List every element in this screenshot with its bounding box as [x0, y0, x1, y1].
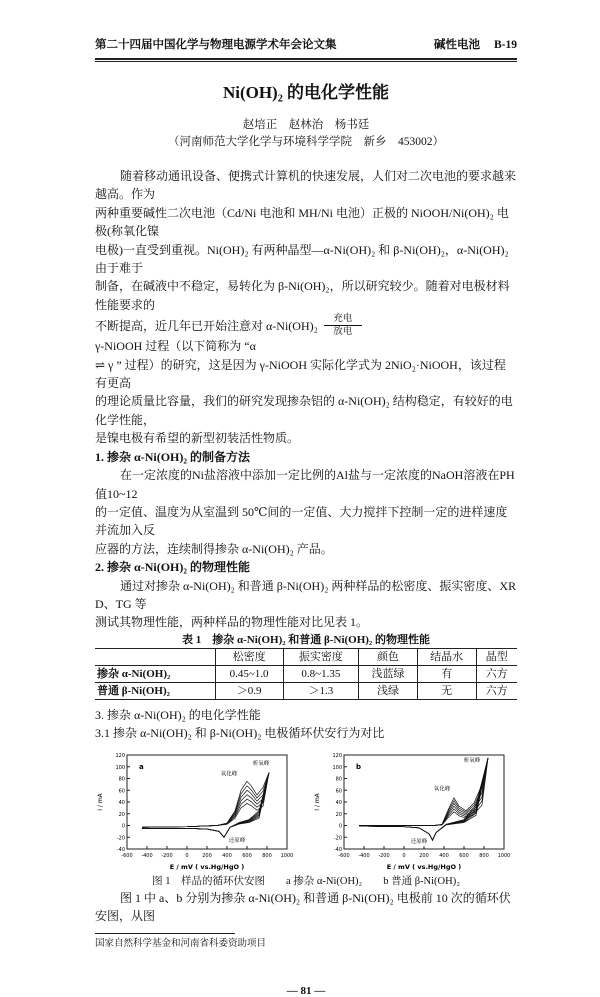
subsection-heading: 3.1 掺杂 α-Ni(OH)₂ 和 β-Ni(OH)₂ 电极循环伏安行为对比 — [95, 726, 385, 741]
y-axis-label: I / mA — [314, 792, 321, 811]
cv-curve-cathodic — [359, 758, 488, 840]
cell: ＞1.3 — [283, 682, 359, 699]
intro-line-with-arrow — [95, 314, 517, 355]
paper-title: Ni(OH)₂ 的电化学性能 — [222, 83, 390, 102]
cv-curve-cathodic — [359, 758, 488, 840]
x-tick-label: 1000 — [497, 852, 511, 859]
y-tick-label: -40 — [116, 846, 125, 853]
y-tick-label: -20 — [116, 834, 125, 841]
intro-line: ⇌ γ ” 过程）的研究，这是因为 γ-NiOOH 实际化学式为 2NiO₂·NiOOH，该过程有更高 — [95, 357, 506, 391]
row-label: 普通 β-Ni(OH)₂ — [97, 684, 170, 697]
cell: 0.45~1.0 — [215, 665, 283, 682]
y-axis-label: I / mA — [97, 792, 104, 811]
x-tick-label: 600 — [242, 852, 252, 859]
cv-plot-a — [95, 749, 300, 874]
y-tick-label: 120 — [115, 752, 125, 759]
y-tick-label: 20 — [118, 811, 125, 818]
footnote-rule — [95, 933, 235, 934]
x-tick-label: -600 — [338, 852, 350, 859]
cv-curve-cathodic — [359, 758, 488, 840]
cell: ＞0.9 — [215, 682, 283, 699]
x-tick-label: -200 — [161, 852, 173, 859]
table-caption: 表 1 掺杂 α-Ni(OH)₂ 和普通 β-Ni(OH)₂ 的物理性能 — [182, 633, 430, 646]
panel-label: a — [139, 762, 144, 771]
plot-frame — [344, 755, 504, 849]
peak-annotation: 析氧峰 — [252, 760, 270, 767]
y-tick-label: 40 — [335, 799, 342, 806]
y-tick-label: 100 — [115, 764, 125, 771]
cv-curve-cathodic — [359, 758, 488, 840]
x-tick-label: 800 — [262, 852, 272, 859]
body-line: 测试其物理性能，两种样品的物理性能对比见表 1。 — [95, 615, 369, 630]
x-tick-label: 400 — [222, 852, 232, 859]
peak-annotation: 还原峰 — [410, 838, 428, 845]
cell: 浅蓝绿 — [359, 665, 418, 682]
intro-line: γ-NiOOH 过程（以下简称为 “α — [95, 339, 256, 354]
body-line: 应器的方法，连续制得掺杂 α-Ni(OH)₂ 产品。 — [95, 541, 333, 556]
cv-curve-cathodic — [359, 758, 488, 840]
y-tick-label: -20 — [333, 834, 342, 841]
x-tick-label: 1000 — [280, 852, 294, 859]
footnote: 国家自然科学基金和河南省科委资助项目 — [95, 939, 267, 950]
peak-annotation: 析氧峰 — [463, 757, 481, 764]
x-tick-label: 400 — [439, 852, 449, 859]
x-tick-label: 200 — [202, 852, 212, 859]
panel-label: b — [356, 762, 362, 771]
intro-line: 随着移动通讯设备、便携式计算机的快速发展，人们对二次电池的要求越来越高。作为 — [95, 169, 517, 202]
charge-label: 充电 — [333, 314, 353, 325]
cv-curve-cathodic — [359, 758, 488, 840]
cell: 无 — [417, 682, 476, 699]
table-row — [95, 665, 517, 682]
intro-line: 的理论质量比容量，我们的研究发现掺杂铝的 α-Ni(OH)₂ 结构稳定，有较好的电化学性能， — [95, 394, 513, 427]
header-cell: 结晶水 — [417, 648, 476, 665]
y-tick-label: 60 — [335, 787, 342, 794]
row-label: 掺杂 α-Ni(OH)₂ — [97, 667, 171, 680]
cell: 有 — [417, 665, 476, 682]
x-tick-label: 800 — [479, 852, 489, 859]
properties-table — [95, 648, 517, 700]
page-number: — 81 — — [286, 985, 326, 997]
x-tick-label: 0 — [185, 852, 189, 859]
discharge-label: 放电 — [333, 327, 353, 338]
intro-line: 两种重要碱性二次电池（Cd/Ni 电池和 MH/Ni 电池）正极的 NiOOH/Ni(OH)₂ 电极(称氧化镍 — [95, 205, 509, 239]
header-cell — [95, 648, 215, 665]
body-text — [95, 167, 517, 997]
affiliation: （河南师范大学化学与环境科学学院 新乡 453002） — [168, 136, 444, 148]
y-tick-label: 80 — [118, 776, 125, 783]
body-line: 通过对掺杂 α-Ni(OH)₂ 和普通 β-Ni(OH)₂ 两种样品的松密度、振实密度、XRD、TG 等 — [95, 578, 517, 611]
y-tick-label: -40 — [333, 846, 342, 853]
authors: 赵培正 赵林治 杨书廷 — [242, 119, 370, 131]
y-tick-label: 60 — [118, 787, 125, 794]
page-column — [95, 36, 517, 997]
y-tick-label: 100 — [332, 764, 342, 771]
intro-line: 不断提高，近几年已开始注意对 α-Ni(OH)₂ — [95, 318, 318, 333]
paper-code: B-19 — [494, 39, 517, 51]
header-rule — [95, 58, 517, 60]
y-tick-label: 0 — [338, 823, 342, 830]
cell: 浅绿 — [359, 682, 418, 699]
section-heading: 2. 掺杂 α-Ni(OH)₂ 的物理性能 — [95, 560, 250, 575]
figure-caption: 图 1 样品的循环伏安图 a 掺杂 α-Ni(OH)₂ b 普通 β-Ni(OH)₂ — [152, 875, 460, 887]
x-tick-label: 600 — [459, 852, 469, 859]
y-tick-label: 120 — [332, 752, 342, 759]
x-tick-label: 200 — [419, 852, 429, 859]
section-heading: 3. 掺杂 α-Ni(OH)₂ 的电化学性能 — [95, 707, 261, 722]
peak-annotation: 氧化峰 — [220, 771, 238, 778]
header-cell: 颜色 — [359, 648, 418, 665]
body-line: 图 1 中 a、b 分别为掺杂 α-Ni(OH)₂ 和普通 β-Ni(OH)₂ 电极前 10 次的循环伏安图，从图 — [95, 890, 511, 923]
y-tick-label: 40 — [118, 799, 125, 806]
x-axis-label: E / mV ( vs.Hg/HgO ) — [169, 862, 245, 871]
table-header-row — [95, 648, 517, 665]
header-rule-thin — [95, 61, 517, 62]
cv-plot-b — [312, 749, 517, 874]
section-label: 碱性电池 — [434, 39, 480, 51]
x-tick-label: -200 — [378, 852, 390, 859]
cell: 六方 — [476, 682, 517, 699]
x-axis-label: E / mV ( vs.Hg/HgO ) — [386, 862, 462, 871]
header-cell: 振实密度 — [283, 648, 359, 665]
cell: 0.8~1.35 — [283, 665, 359, 682]
peak-annotation: 还原峰 — [228, 837, 246, 844]
y-tick-label: 20 — [335, 811, 342, 818]
header-cell: 松密度 — [215, 648, 283, 665]
intro-line: 是镍电极有希望的新型初装活性物质。 — [95, 431, 300, 446]
y-tick-label: 80 — [335, 776, 342, 783]
x-tick-label: -600 — [121, 852, 133, 859]
running-header — [95, 36, 517, 52]
charge-arrow — [324, 314, 362, 337]
intro-line: 电极)一直受到重视。Ni(OH)₂ 有两种晶型—α-Ni(OH)₂ 和 β-Ni(OH)₂，α-Ni(OH)₂ 由于难于 — [95, 242, 509, 276]
section-heading: 1. 掺杂 α-Ni(OH)₂ 的制备方法 — [95, 449, 250, 464]
x-tick-label: -400 — [141, 852, 153, 859]
peak-annotation: 氧化峰 — [433, 785, 451, 792]
x-tick-label: -400 — [358, 852, 370, 859]
x-tick-label: 0 — [402, 852, 406, 859]
body-line: 的一定值、温度为从室温到 50℃间的一定值、大力搅拌下控制一定的进样速度并流加入反 — [95, 504, 508, 538]
header-cell: 晶型 — [476, 648, 517, 665]
cell: 六方 — [476, 665, 517, 682]
y-tick-label: 0 — [121, 823, 125, 830]
figure-row — [95, 749, 517, 874]
intro-line: 制备，在碱液中不稳定，易转化为 β-Ni(OH)₂，所以研究较少。随着对电极材料性能要求的 — [95, 279, 510, 312]
proceedings-title: 第二十四届中国化学与物理电源学术年会论文集 — [95, 39, 337, 51]
body-line: 在一定浓度的Ni盐溶液中添加一定比例的Al盐与一定浓度的NaOH溶液在PH值10~12 — [95, 468, 515, 501]
table-row — [95, 682, 517, 699]
